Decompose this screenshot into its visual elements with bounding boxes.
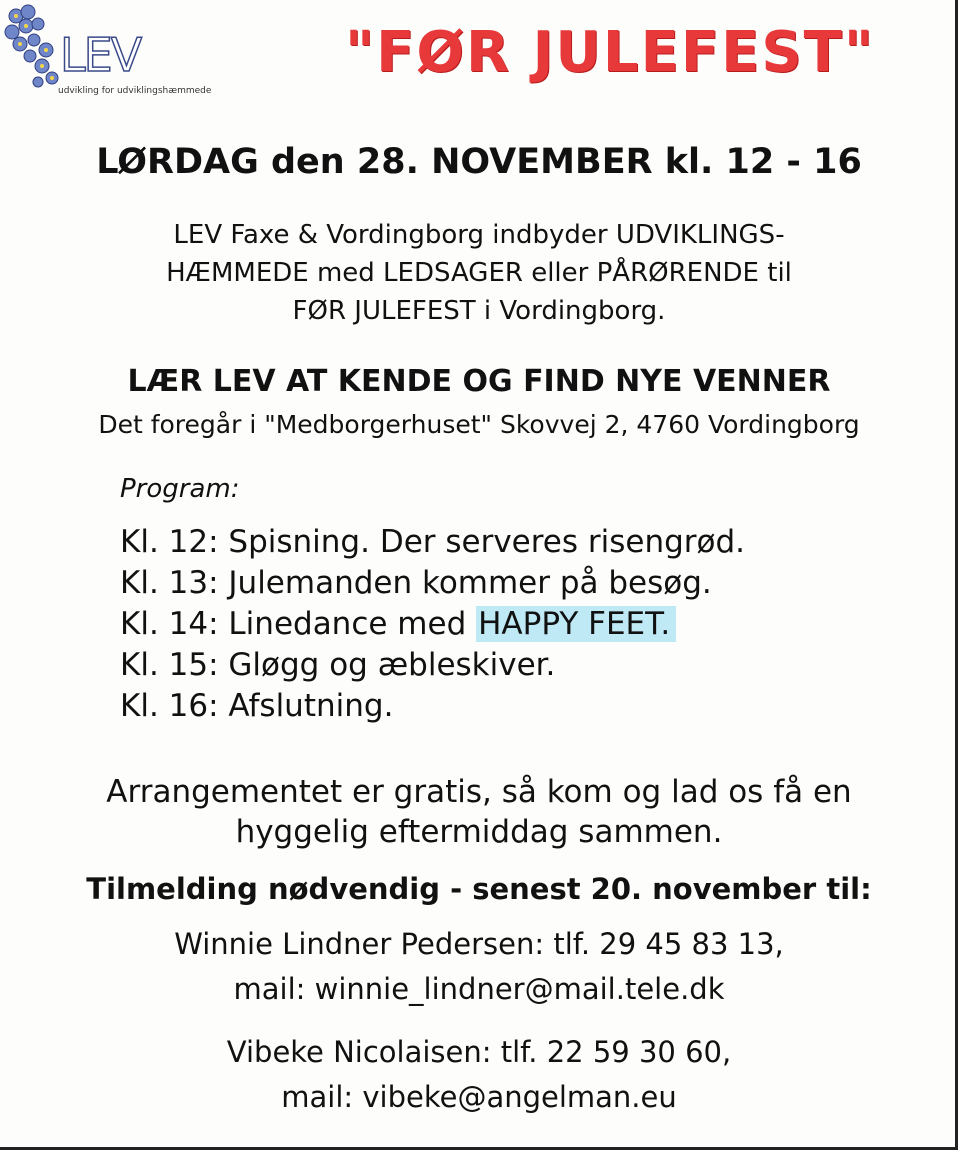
intro-line: FØR JULEFEST i Vordingborg.	[292, 296, 666, 326]
contact-email[interactable]: mail: vibeke@angelman.eu	[281, 1080, 677, 1114]
contact-block	[0, 1030, 958, 1120]
program-item	[120, 563, 745, 604]
intro-line: LEV Faxe & Vordingborg indbyder UDVIKLINGS-	[173, 220, 785, 250]
program-time: Kl. 15:	[120, 647, 219, 683]
program-item	[120, 645, 745, 686]
signup-heading: Tilmelding nødvendig - senest 20. november til:	[86, 872, 872, 906]
closing-line: Arrangementet er gratis, så kom og lad os få en	[106, 774, 852, 810]
program-time: Kl. 16:	[120, 688, 219, 724]
program-text: Spisning. Der serveres risengrød.	[228, 524, 746, 560]
event-date: LØRDAG den 28. NOVEMBER kl. 12 - 16	[96, 142, 862, 182]
program-time: Kl. 14:	[120, 606, 219, 642]
contact-email[interactable]: mail: winnie_lindner@mail.tele.dk	[233, 972, 725, 1006]
program-time: Kl. 13:	[120, 565, 219, 601]
closing-text	[0, 772, 958, 852]
contact-phone: Winnie Lindner Pedersen: tlf. 29 45 83 13,	[174, 927, 784, 961]
page-title: "FØR JULEFEST"	[344, 20, 876, 85]
program-item	[120, 686, 745, 727]
logo-tagline: udvikling for udviklingshæmmede	[58, 86, 212, 96]
program-text: Julemanden kommer på besøg.	[228, 565, 712, 601]
intro-line: HÆMMEDE med LEDSAGER eller PÅRØRENDE til	[166, 258, 792, 288]
program-text: Linedance med	[228, 606, 477, 642]
program-text: Afslutning.	[228, 688, 394, 724]
program-item	[120, 604, 745, 645]
program-item	[120, 522, 745, 563]
venue-line: Det foregår i "Medborgerhuset" Skovvej 2, 4760 Vordingborg	[98, 410, 860, 439]
program-heading: Program:	[120, 474, 240, 504]
lev-logo	[0, 0, 300, 110]
contact-block	[0, 922, 958, 1012]
contact-phone: Vibeke Nicolaisen: tlf. 22 59 30 60,	[226, 1035, 732, 1069]
intro-text	[0, 216, 958, 330]
logo-wordmark: LEV	[60, 28, 141, 82]
program-time: Kl. 12:	[120, 524, 219, 560]
program-text: Gløgg og æbleskiver.	[228, 647, 556, 683]
closing-line: hyggelig eftermiddag sammen.	[235, 814, 723, 850]
program-list	[120, 522, 745, 727]
highlighted-text: HAPPY FEET.	[476, 606, 676, 642]
section-heading: LÆR LEV AT KENDE OG FIND NYE VENNER	[127, 364, 831, 399]
